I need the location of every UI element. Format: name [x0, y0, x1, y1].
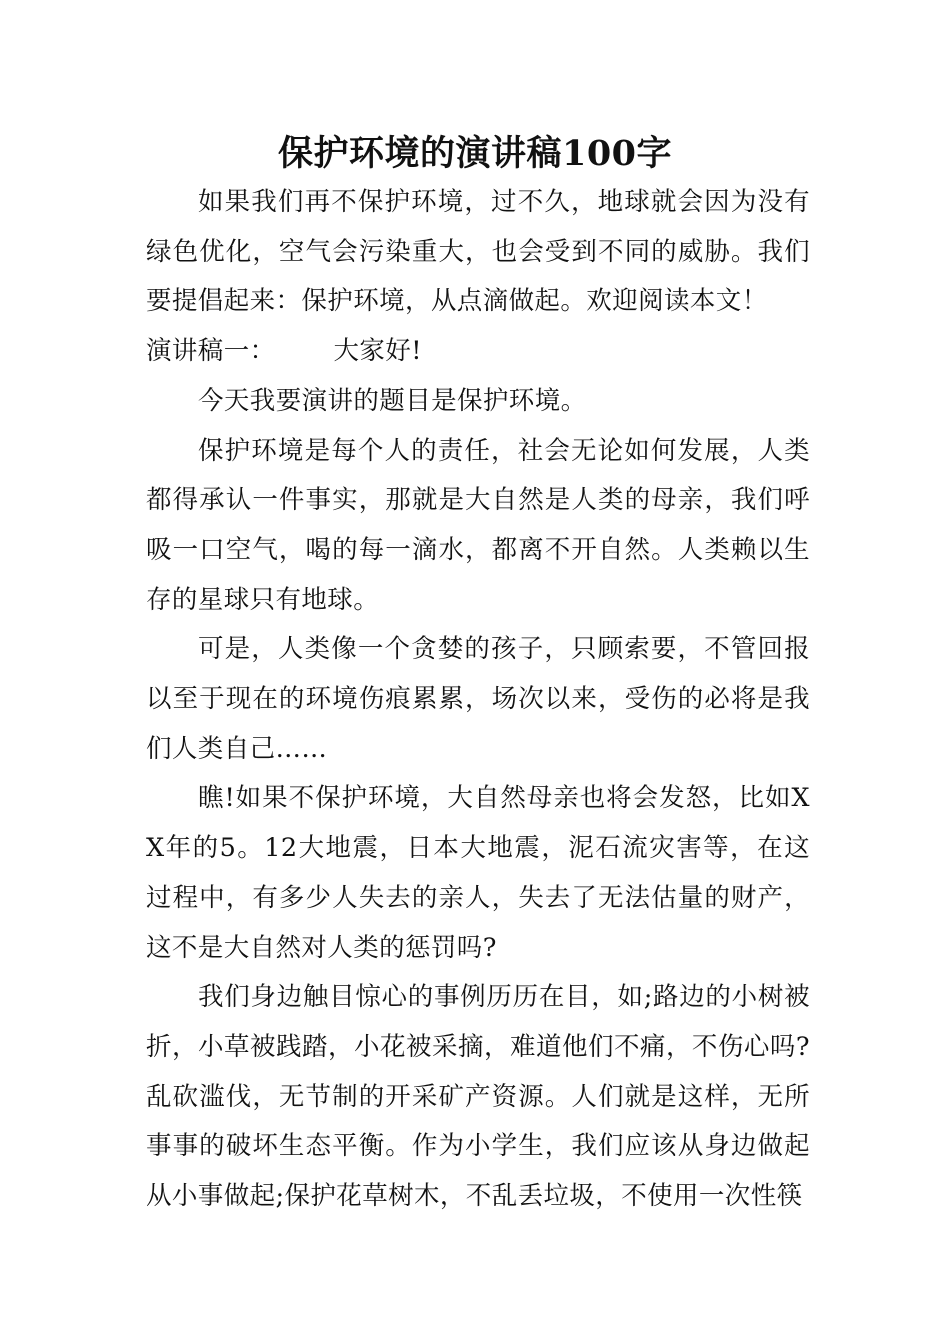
greeting: 大家好! — [333, 336, 422, 367]
speech-label: 演讲稿一： — [146, 336, 276, 367]
speech-heading-row — [146, 327, 810, 377]
body-paragraph: 今天我要演讲的题目是保护环境。 — [198, 385, 587, 416]
body-paragraph: 我们身边触目惊心的事例历历在目，如;路边的小树被折，小草被践踏，小花被采摘，难道他们不痛，不伤心吗?乱砍滥伐，无节制的开采矿产资源。人们就是这样，无所事事的破坏生态平衡。作为小学生，我们应该从身边做起从小事做起;保护花草树木，不乱丢垃圾，不使用一次性筷 — [146, 982, 810, 1212]
document-body — [146, 178, 810, 1222]
document-title: 保护环境的演讲稿100字 — [277, 133, 673, 174]
intro-paragraph: 如果我们再不保护环境，过不久，地球就会因为没有绿色优化，空气会污染重大，也会受到不同的威胁。我们要提倡起来：保护环境，从点滴做起。欢迎阅读本文！ — [146, 187, 810, 317]
body-paragraph: 瞧!如果不保护环境，大自然母亲也将会发怒，比如XX年的5。12大地震，日本大地震，泥石流灾害等，在这过程中，有多少人失去的亲人，失去了无法估量的财产，这不是大自然对人类的惩罚吗? — [146, 783, 810, 963]
body-paragraph: 保护环境是每个人的责任，社会无论如何发展，人类都得承认一件事实，那就是大自然是人类的母亲，我们呼吸一口空气，喝的每一滴水，都离不开自然。人类赖以生存的星球只有地球。 — [146, 435, 810, 615]
body-paragraph: 可是，人类像一个贪婪的孩子，只顾索要，不管回报以至于现在的环境伤痕累累，场次以来，受伤的必将是我们人类自己…… — [146, 634, 810, 764]
